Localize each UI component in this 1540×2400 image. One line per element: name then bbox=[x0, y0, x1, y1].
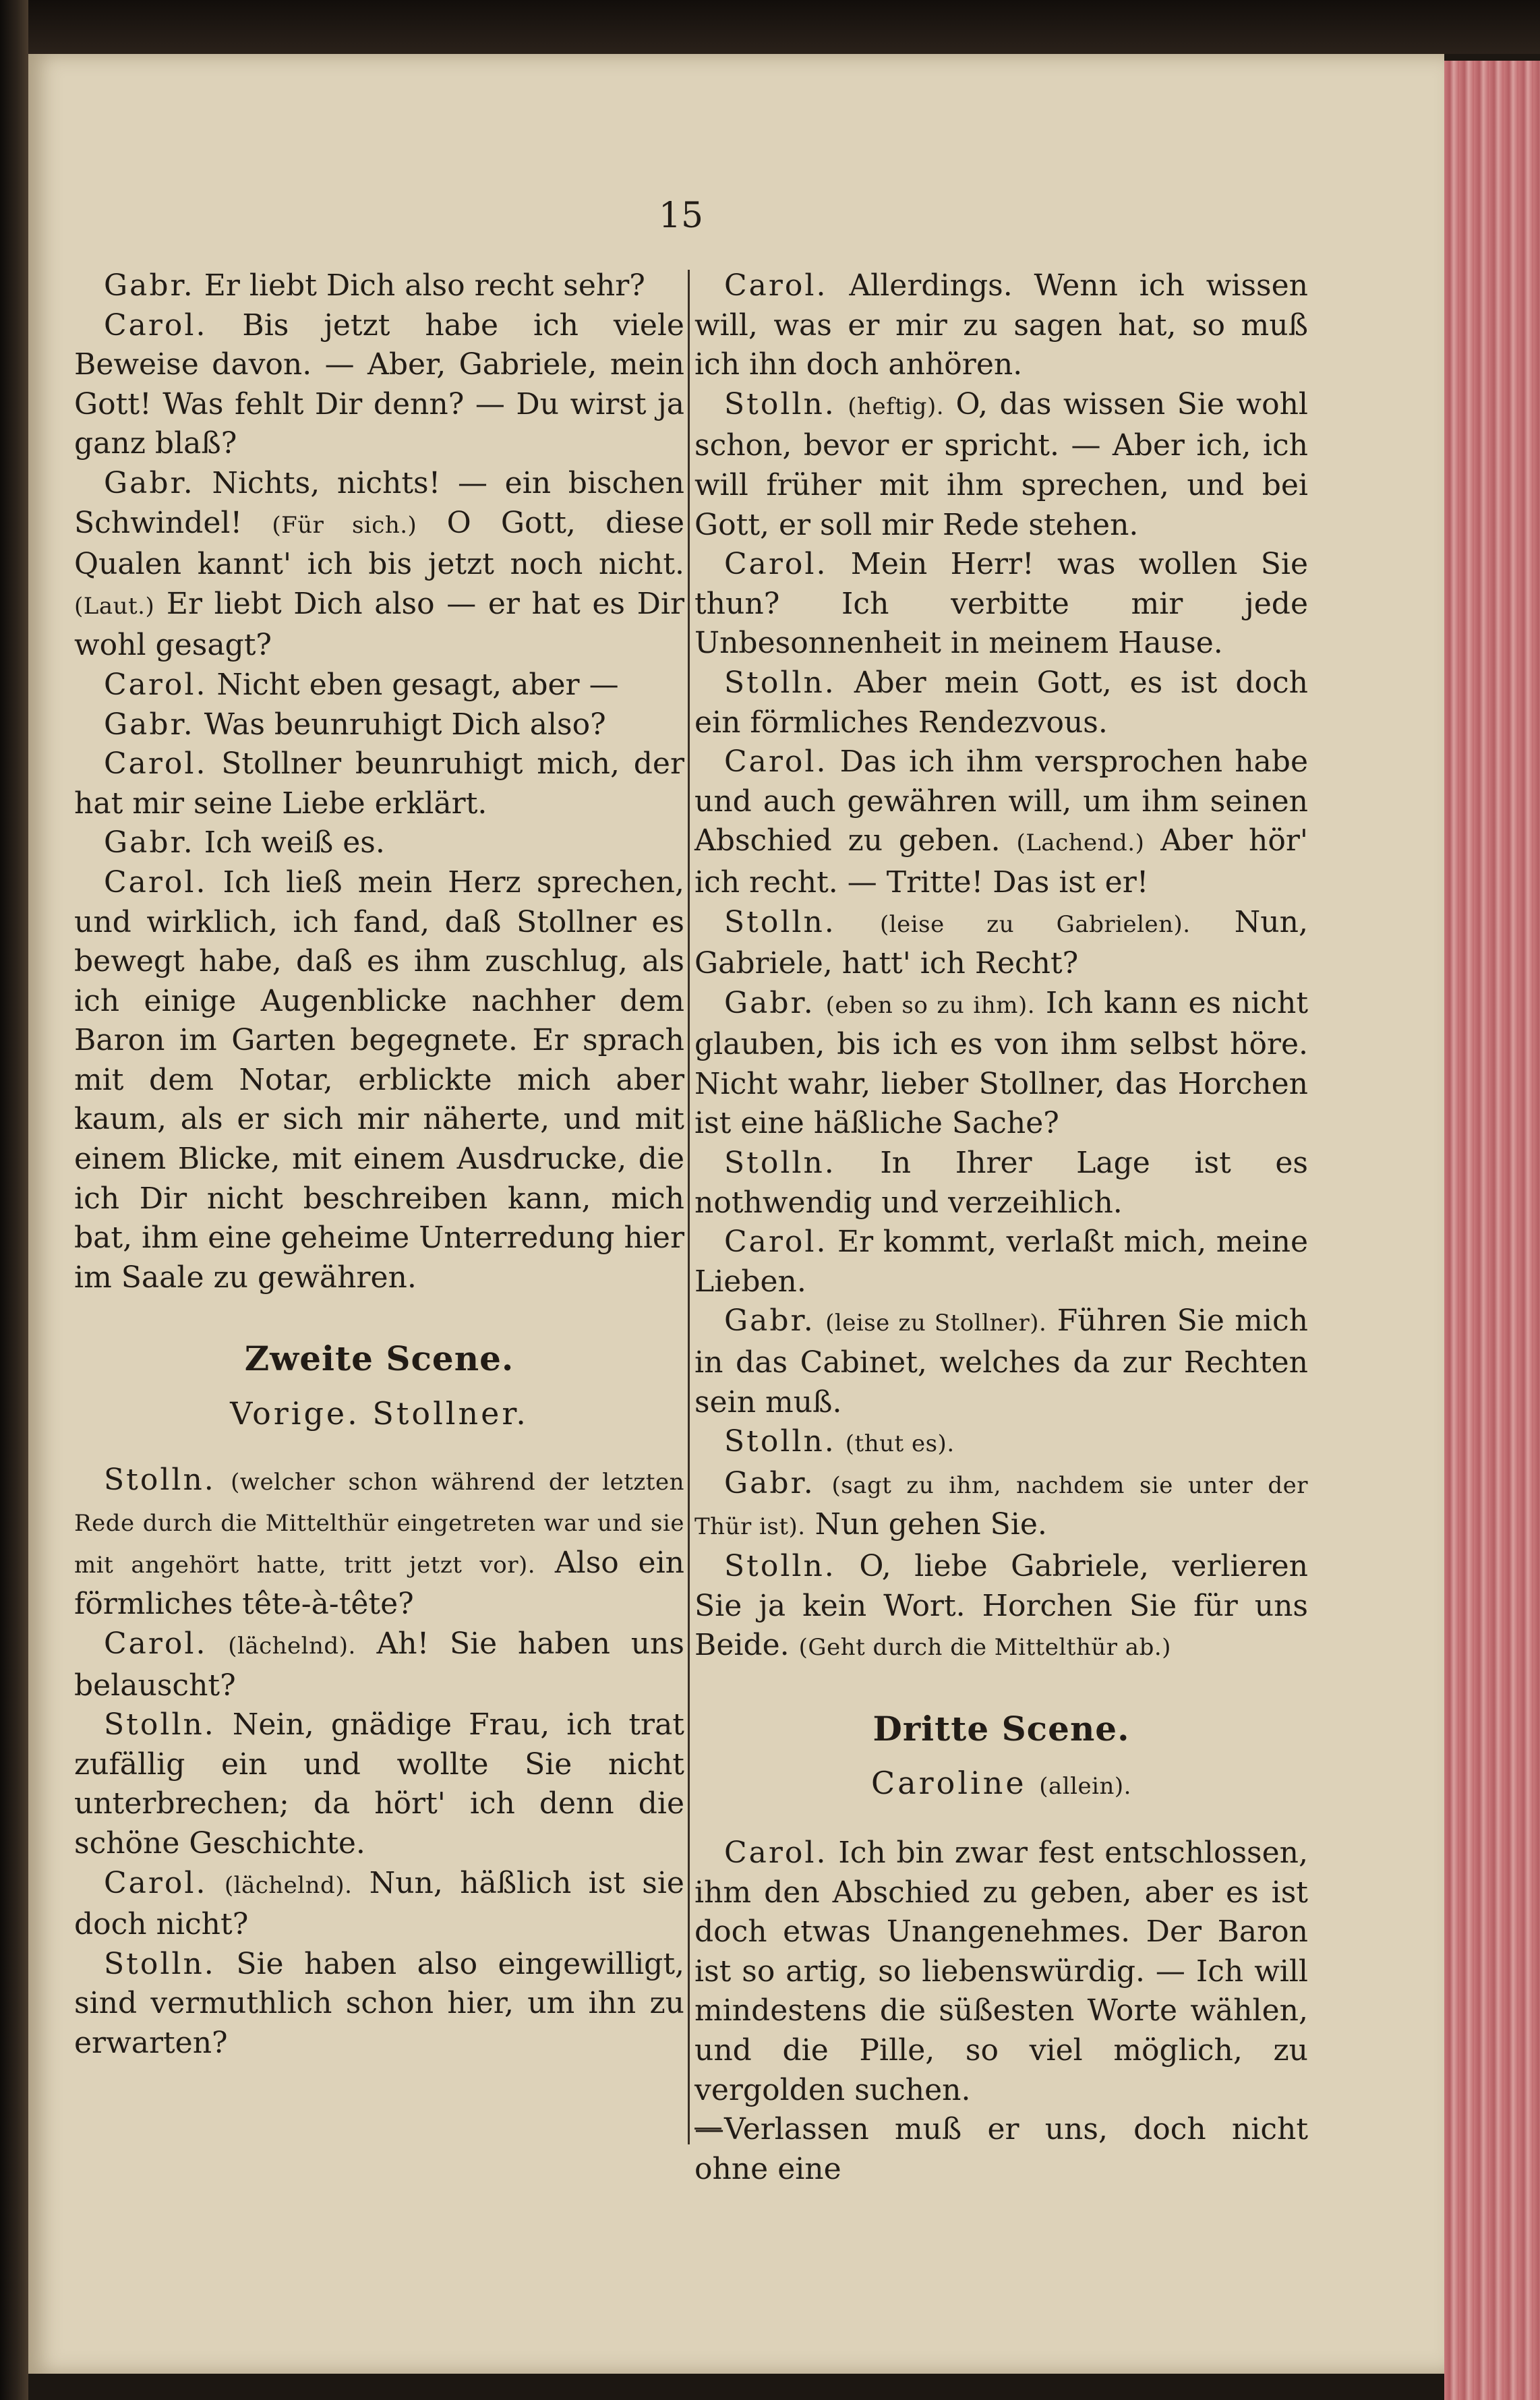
stage-direction: (leise zu Stollner). bbox=[825, 1310, 1047, 1337]
dialogue: Allerdings. Wenn ich wissen will, was er mir zu sagen hat, so muß ich ihn doch anhören. bbox=[694, 268, 1308, 382]
paragraph bbox=[74, 863, 684, 1298]
dialogue: Stollner beunruhigt mich, der hat mir seine Liebe erklärt. bbox=[74, 747, 684, 821]
paragraph bbox=[694, 2110, 1308, 2189]
stage-direction: (Für sich.) bbox=[272, 511, 417, 539]
speaker: Carol. bbox=[104, 1865, 208, 1900]
speaker: Carol. bbox=[724, 1225, 828, 1260]
paragraph bbox=[74, 823, 684, 863]
paragraph bbox=[74, 464, 684, 666]
speaker: Stolln. bbox=[724, 904, 836, 939]
paragraph bbox=[74, 1945, 684, 2064]
speaker: Carol. bbox=[724, 547, 828, 582]
dialogue: Bis jetzt habe ich viele Beweise davon. — Aber, Gabriele, mein Gott! Was fehlt Dir denn? — Du wirst ja ganz blaß? bbox=[74, 308, 684, 461]
page-edges bbox=[1444, 61, 1540, 2400]
speaker: Stolln. bbox=[724, 665, 836, 700]
speaker: Gabr. bbox=[104, 268, 195, 303]
speaker: Stolln. bbox=[104, 1707, 216, 1743]
paragraph bbox=[74, 1864, 684, 1945]
speaker: Stolln. bbox=[724, 1146, 836, 1181]
dialogue: Er liebt Dich also — er hat es Dir wohl gesagt? bbox=[74, 586, 684, 663]
right-column bbox=[694, 266, 1308, 2189]
left-column bbox=[74, 266, 684, 2064]
dialogue: Nichts, nichts! — ein bischen Schwindel! bbox=[74, 465, 684, 540]
top-shadow bbox=[28, 0, 1540, 54]
speaker: Stolln. bbox=[104, 1946, 216, 1981]
speaker: Stolln. bbox=[724, 386, 836, 421]
speaker: Carol. bbox=[724, 268, 828, 303]
speaker: Gabr. bbox=[724, 985, 815, 1020]
speaker: Stolln. bbox=[104, 1462, 216, 1497]
dialogue: Ah! Sie haben uns belauscht? bbox=[74, 1627, 684, 1703]
dialogue: Also ein förmliches tête-à-tête? bbox=[74, 1545, 684, 1622]
dialogue: Führen Sie mich in das Cabinet, welches da zur Rechten sein muß. bbox=[694, 1304, 1308, 1419]
paragraph bbox=[74, 306, 684, 464]
scene-heading: Dritte Scene. bbox=[872, 1708, 1130, 1749]
dialogue: Er liebt Dich also recht sehr? bbox=[204, 268, 645, 303]
stage-direction: (leise zu Gabrielen). bbox=[880, 910, 1191, 938]
stage-direction: (welcher schon während der letzten Rede durch die Mittelthür eingetreten war und sie mit angehört hatte, tritt jetzt vor). bbox=[74, 1468, 684, 1579]
speaker: Gabr. bbox=[104, 465, 195, 500]
speaker: Gabr. bbox=[724, 1465, 815, 1500]
paragraph bbox=[74, 744, 684, 823]
dialogue: Ich weiß es. bbox=[204, 825, 385, 860]
stage-direction: (Laut.) bbox=[74, 592, 155, 620]
dialogue: Was beunruhigt Dich also? bbox=[204, 707, 606, 742]
dialogue: Nun, häßlich ist sie doch nicht? bbox=[74, 1865, 684, 1942]
dialogue: Aber mein Gott, es ist doch ein förmliches Rendezvous. bbox=[694, 665, 1308, 740]
paragraph bbox=[74, 1705, 684, 1863]
stage-direction: (sagt zu ihm, nachdem sie unter der Thür ist). bbox=[694, 1471, 1308, 1541]
character-name: Caroline bbox=[871, 1765, 1027, 1802]
speaker: Stolln. bbox=[724, 1549, 836, 1583]
paragraph bbox=[694, 1547, 1308, 1668]
dialogue: Nein, gnädige Frau, ich trat zufällig ein und wollte Sie nicht unterbrechen; da hört' ich denn die schöne Geschichte. bbox=[74, 1707, 684, 1861]
paragraph bbox=[694, 545, 1308, 664]
stage-direction: (lächelnd). bbox=[224, 1871, 353, 1899]
speaker: Stolln. bbox=[724, 1424, 836, 1459]
speaker: Carol. bbox=[104, 1627, 208, 1661]
speaker: Carol. bbox=[104, 747, 208, 782]
dialogue: Nun, Gabriele, hatt' ich Recht? bbox=[694, 904, 1308, 981]
paragraph bbox=[694, 385, 1308, 545]
speaker: Gabr. bbox=[104, 825, 195, 860]
paragraph bbox=[694, 266, 1308, 385]
paragraph bbox=[694, 1834, 1308, 2110]
paragraph bbox=[694, 742, 1308, 902]
dialogue: Er kommt, verlaßt mich, meine Lieben. bbox=[694, 1225, 1308, 1299]
dialogue: Ich kann es nicht glauben, bis ich es von ihm selbst höre. Nicht wahr, lieber Stollner, das Horchen ist eine häßliche Sache? bbox=[694, 985, 1308, 1141]
dialogue: Aber hör' ich recht. — Tritte! Das ist er! bbox=[694, 823, 1308, 900]
dialogue: Nicht eben gesagt, aber — bbox=[216, 667, 619, 702]
dialogue: O, das wissen Sie wohl schon, bevor er spricht. — Aber ich, ich will früher mit ihm sprechen, und bei Gott, er soll mir Rede stehen. bbox=[694, 386, 1308, 542]
speaker: Carol. bbox=[104, 865, 208, 900]
dialogue: O Gott, diese Qualen kannt' ich bis jetzt noch nicht. bbox=[74, 505, 684, 582]
paragraph bbox=[694, 664, 1308, 742]
paragraph bbox=[694, 1223, 1308, 1301]
book-spine bbox=[0, 0, 28, 2400]
dialogue: Das ich ihm versprochen habe und auch gewähren will, um ihm seinen Abschied zu geben. bbox=[694, 744, 1308, 858]
dialogue: Mein Herr! was wollen Sie thun? Ich verbitte mir jede Unbesonnenheit in meinem Hause. bbox=[694, 547, 1308, 661]
paragraph bbox=[74, 705, 684, 745]
paragraph bbox=[694, 984, 1308, 1144]
page-number: 15 bbox=[658, 196, 704, 236]
paragraph bbox=[74, 666, 684, 705]
stage-direction: (eben so zu ihm). bbox=[825, 991, 1036, 1019]
dialogue: O, liebe Gabriele, verlieren Sie ja kein Wort. Horchen Sie für uns Beide. bbox=[694, 1549, 1308, 1663]
dialogue: Nun gehen Sie. bbox=[815, 1507, 1047, 1542]
dialogue: In Ihrer Lage ist es nothwendig und verzeihlich. bbox=[694, 1146, 1308, 1220]
scene-characters bbox=[694, 1763, 1308, 1807]
stage-direction: (thut es). bbox=[845, 1430, 955, 1458]
paragraph bbox=[694, 903, 1308, 984]
column-divider bbox=[688, 270, 690, 2144]
dialogue: —Verlassen muß er uns, doch nicht ohne eine bbox=[694, 2112, 1308, 2186]
speaker: Carol. bbox=[724, 744, 828, 780]
dialogue: Ich ließ mein Herz sprechen, und wirklich, ich fand, daß Stollner es bewegt habe, daß es ihm zuschlug, als ich einige Augenblicke nachher dem Baron im Garten begegnete. Er sprach mit dem Notar, erblickte mich aber kaum, als er sich mir näherte, und mit einem Blicke, mit einem Ausdrucke, die ich Dir nicht beschreiben kann, mich bat, ihm eine geheime Unterredung hier im Saale zu gewähren. bbox=[74, 865, 684, 1295]
paragraph bbox=[74, 1625, 684, 1705]
speaker: Carol. bbox=[104, 667, 208, 702]
dialogue: Sie haben also eingewilligt, sind vermuthlich schon hier, um ihn zu erwarten? bbox=[74, 1946, 684, 2060]
speaker: Gabr. bbox=[104, 707, 195, 742]
paragraph bbox=[694, 1301, 1308, 1422]
scene-characters: Vorige. Stollner. bbox=[230, 1395, 529, 1432]
stage-direction: (lächelnd). bbox=[228, 1633, 356, 1660]
paragraph bbox=[74, 1461, 684, 1625]
paragraph bbox=[694, 1144, 1308, 1223]
scene-heading: Zweite Scene. bbox=[244, 1339, 514, 1379]
stage-direction: (Lachend.) bbox=[1016, 829, 1145, 857]
dialogue: Ich bin zwar fest entschlossen, ihm den Abschied zu geben, aber es ist doch etwas Unangenehmes. Der Baron ist so artig, so liebenswürdig. — Ich will mindestens die süßesten Worte wählen, und die Pille, so viel möglich, zu vergolden suchen. bbox=[694, 1835, 1308, 2107]
stage-direction: (allein). bbox=[1039, 1773, 1131, 1801]
speaker: Carol. bbox=[104, 308, 208, 343]
speaker: Gabr. bbox=[724, 1304, 815, 1339]
stage-direction: (Geht durch die Mittelthür ab.) bbox=[798, 1634, 1171, 1662]
paragraph bbox=[74, 266, 684, 306]
stage-direction: (heftig). bbox=[848, 392, 945, 420]
paragraph bbox=[694, 1464, 1308, 1547]
speaker: Carol. bbox=[724, 1835, 828, 1870]
paragraph bbox=[694, 1422, 1308, 1464]
